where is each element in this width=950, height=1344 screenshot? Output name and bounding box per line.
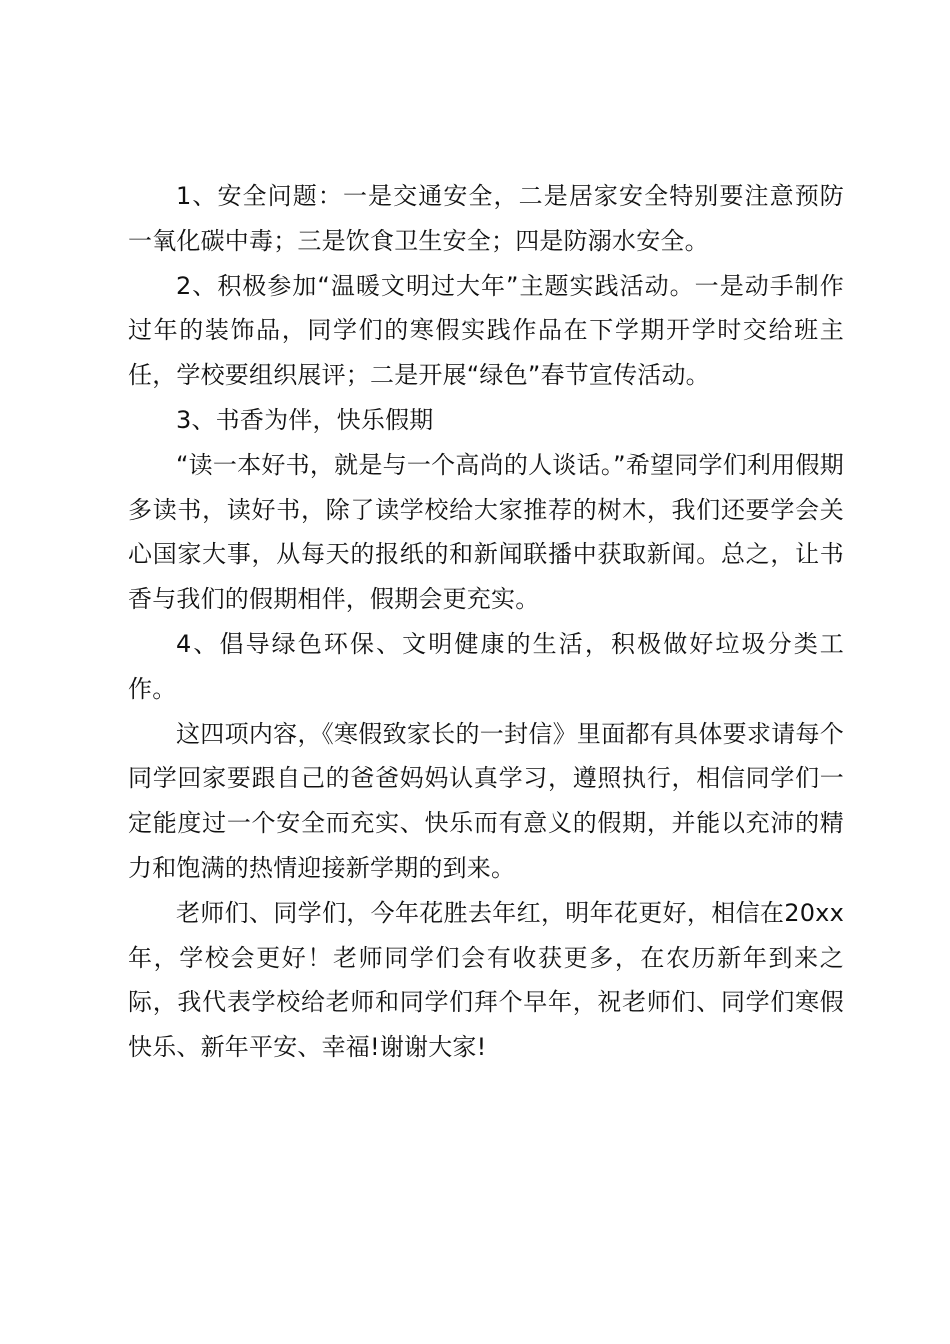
paragraph-reading: “读一本好书，就是与一个高尚的人谈话。”希望同学们利用假期多读书，读好书，除了读学校给大家推荐的树木，我们还要学会关心国家大事，从每天的报纸的和新闻联播中获取新闻。总之，让书香与我们的假期相伴，假期会更充实。 bbox=[128, 450, 844, 614]
paragraph-summary: 这四项内容，《寒假致家长的一封信》里面都有具体要求请每个同学回家要跟自己的爸爸妈妈认真学习，遵照执行，相信同学们一定能度过一个安全而充实、快乐而有意义的假期，并能以充沛的精力和饱满的热情迎接新学期的到来。 bbox=[128, 719, 844, 882]
paragraph-reading-heading: 3、书香为伴，快乐假期 bbox=[176, 405, 434, 434]
paragraph-safety: 1、安全问题：一是交通安全，二是居家安全特别要注意预防一氧化碳中毒；三是饮食卫生安全；四是防溺水安全。 bbox=[128, 182, 844, 255]
document-body bbox=[128, 174, 844, 1070]
paragraph-green-living: 4、倡导绿色环保、文明健康的生活，积极做好垃圾分类工作。 bbox=[128, 629, 844, 703]
paragraph-activities: 2、积极参加“温暖文明过大年”主题实践活动。一是动手制作过年的装饰品，同学们的寒假实践作品在下学期开学时交给班主任，学校要组织展评；二是开展“绿色”春节宣传活动。 bbox=[128, 271, 844, 390]
paragraph-closing: 老师们、同学们，今年花胜去年红，明年花更好，相信在20xx年，学校会更好！老师同学们会有收获更多，在农历新年到来之际，我代表学校给老师和同学们拜个早年，祝老师们、同学们寒假快乐、新年平安、幸福!谢谢大家! bbox=[128, 898, 844, 1062]
